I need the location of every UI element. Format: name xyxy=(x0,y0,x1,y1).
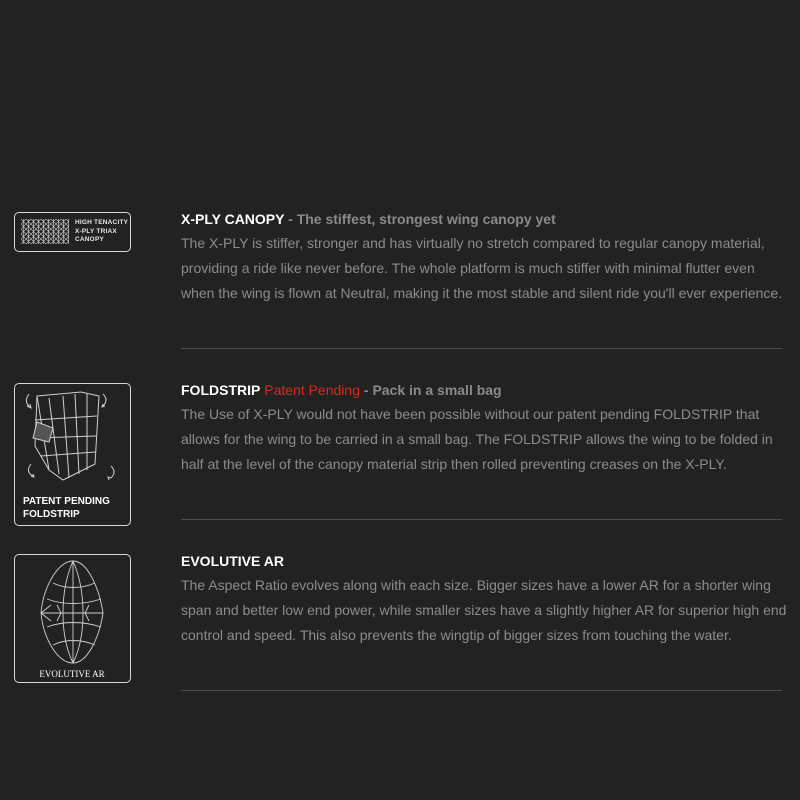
mesh-icon xyxy=(21,219,69,244)
feature-description: The X-PLY is stiffer, stronger and has virtually no stretch compared to regular canopy material, providing a ride like never before. The whole platform is much stiffer with minimal flutter even when the wing is flown at Neutral, making it the most stable and silent ride you'll ever experience. xyxy=(181,235,783,301)
feature-text xyxy=(181,552,791,648)
feature-title: EVOLUTIVE AR xyxy=(181,553,284,569)
feature-title: X-PLY CANOPY xyxy=(181,211,285,227)
heading-separator: - xyxy=(284,211,297,227)
feature-subtitle: The stiffest, strongest wing canopy yet xyxy=(296,211,556,227)
folded-wing-icon xyxy=(19,386,127,492)
badge-line: PATENT PENDING xyxy=(23,496,110,507)
badge-label: EVOLUTIVE AR xyxy=(39,669,105,679)
badge-text xyxy=(75,219,128,245)
feature-description: The Use of X-PLY would not have been possible without our patent pending FOLDSTRIP that allows for the wing to be carried in a small bag. The FOLDSTRIP allows the wing to be folded in half at the level of the canopy material strip then rolled preventing creases on the X-PLY. xyxy=(181,406,773,472)
patent-pending-label: Patent Pending xyxy=(260,382,360,398)
heading-separator: - xyxy=(359,382,373,398)
feature-heading xyxy=(181,210,791,228)
evolutive-ar-badge xyxy=(14,554,131,683)
divider xyxy=(181,519,782,520)
feature-description: The Aspect Ratio evolves along with each size. Bigger sizes have a lower AR for a shorter wing span and better low end power, while smaller sizes have a slightly higher AR for superior high end control and speed. This also prevents the wingtip of bigger sizes from touching the water. xyxy=(181,577,787,643)
feature-title: FOLDSTRIP xyxy=(181,382,261,398)
feature-subtitle: Pack in a small bag xyxy=(372,382,502,398)
xply-canopy-badge xyxy=(14,212,131,252)
divider xyxy=(181,348,782,349)
feature-heading xyxy=(181,381,791,399)
badge-line: FOLDSTRIP xyxy=(23,509,80,520)
badge-line: HIGH TENACITY xyxy=(75,219,129,226)
wing-outline-icon xyxy=(37,559,109,667)
divider xyxy=(181,690,782,691)
badge-line: X-PLY TRIAX xyxy=(75,227,117,235)
foldstrip-badge xyxy=(14,383,131,526)
badge-line: CANOPY xyxy=(75,236,105,243)
badge-text xyxy=(23,495,110,521)
feature-heading xyxy=(181,552,791,570)
feature-text xyxy=(181,381,791,477)
feature-text xyxy=(181,210,791,306)
